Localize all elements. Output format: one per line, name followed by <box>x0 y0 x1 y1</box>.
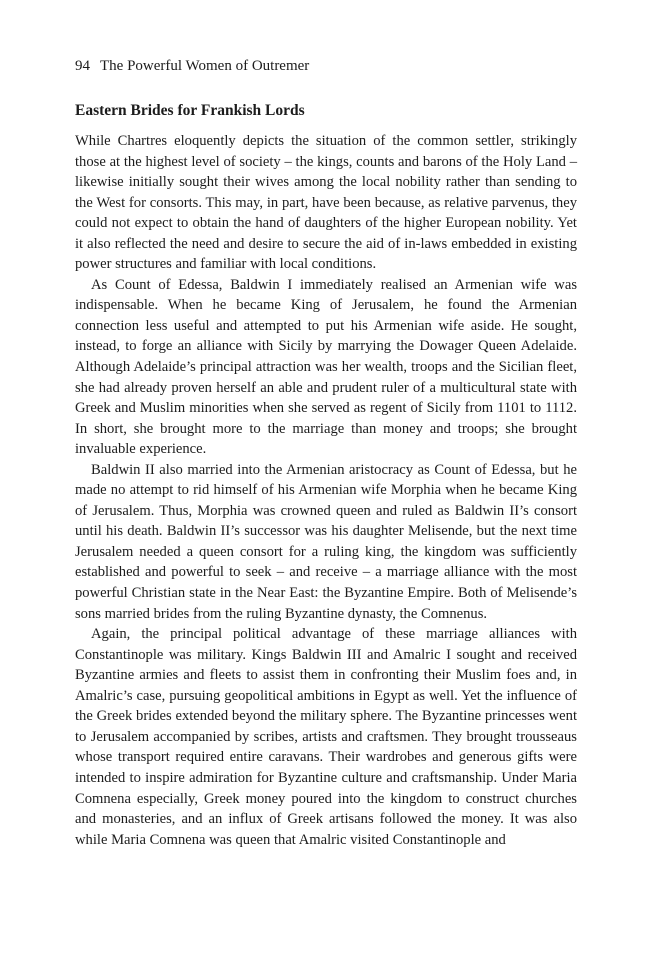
paragraph-1: While Chartres eloquently depicts the situation of the common settler, strikingly those at the highest level of society – the kings, counts and barons of the Holy Land – likewise initially sought their wives among the local nobility rather than sending to the West for consorts. This may, in part, have been because, as relative parvenus, they could not expect to obtain the hand of daughters of the higher European nobility. Yet it also reflected the need and desire to secure the aid of in-laws embedded in existing power structures and familiar with local conditions. <box>75 133 577 273</box>
section-heading: Eastern Brides for Frankish Lords <box>75 102 305 119</box>
running-title: The Powerful Women of Outremer <box>100 58 310 74</box>
paragraph-2: As Count of Edessa, Baldwin I immediately realised an Armenian wife was indispensable. When he became King of Jerusalem, he found the Armenian connection less useful and attempted to put his Armenian wife aside. He sought, instead, to forge an alliance with Sicily by marrying the Dowager Queen Adelaide. Although Adelaide’s principal attraction was her wealth, troops and the Sicilian fleet, she had already proven herself an able and prudent ruler of a multicultural state with Greek and Muslim minorities when she served as regent of Sicily from 1101 to 1112. In short, she brought more to the marriage than money and troops; she brought invaluable experience. <box>75 276 577 458</box>
page-number: 94 <box>75 58 90 74</box>
paragraph-3: Baldwin II also married into the Armenian aristocracy as Count of Edessa, but he made no attempt to rid himself of his Armenian wife Morphia when he became King of Jerusalem. Thus, Morphia was crowned queen and ruled as Baldwin II’s consort until his death. Baldwin II’s successor was his daughter Melisende, but the next time Jerusalem needed a queen consort for a ruling king, the kingdom was sufficiently established and powerful to seek – and receive – a marriage alliance with the most powerful Christian state in the Near East: the Byzantine Empire. Both of Melisende’s sons married brides from the ruling Byzantine dynasty, the Comnenus. <box>75 461 577 622</box>
book-page <box>75 56 577 850</box>
body-text <box>75 131 577 850</box>
running-head <box>75 56 577 76</box>
paragraph-4: Again, the principal political advantage of these marriage alliances with Constantinople was military. Kings Baldwin III and Amalric I sought and received Byzantine armies and fleets to assist them in confronting their Muslim foes and, in Amalric’s case, pursuing geopolitical ambitions in Egypt as well. Yet the influence of the Greek brides extended beyond the military sphere. The Byzantine princesses went to Jerusalem accompanied by scribes, artists and craftsmen. They brought trousseaus whose transport required entire caravans. Their wardrobes and generous gifts were intended to inspire admiration for Byzantine culture and craftsmanship. Under Maria Comnena especially, Greek money poured into the kingdom to construct churches and monasteries, and an influx of Greek artisans followed the money. It was also while Maria Comnena was queen that Amalric visited Constantinople and <box>75 626 577 848</box>
